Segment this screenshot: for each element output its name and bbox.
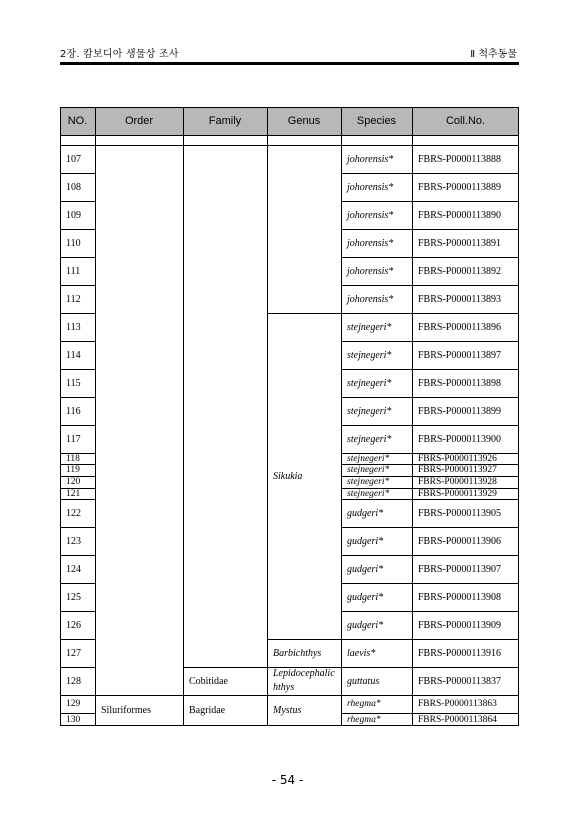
table-rule [60, 695, 95, 696]
table-rule [60, 583, 95, 584]
table-rule [60, 107, 519, 108]
species-cell: stejnegeri* [347, 453, 390, 464]
row-number: 129 [66, 699, 81, 709]
table-rule [60, 107, 61, 726]
column-header: Genus [267, 107, 341, 135]
table-rule [60, 713, 95, 714]
table-rule [341, 369, 519, 370]
table-rule [341, 611, 519, 612]
table-rule [267, 313, 341, 314]
row-number: 107 [66, 153, 81, 165]
column-header: Order [95, 107, 183, 135]
table-rule [341, 313, 519, 314]
table-rule [341, 488, 519, 489]
species-cell: laevis* [347, 647, 376, 659]
table-rule [341, 341, 519, 342]
species-cell: stejnegeri* [347, 405, 392, 417]
collection-number: FBRS-P0000113896 [418, 321, 501, 333]
species-cell: gudgeri* [347, 507, 384, 519]
table-rule [60, 173, 95, 174]
collection-number: FBRS-P0000113899 [418, 405, 501, 417]
table-rule [341, 464, 519, 465]
species-cell: guttatus [347, 675, 380, 687]
collection-number: FBRS-P0000113897 [418, 349, 501, 361]
table-rule [267, 639, 341, 640]
collection-number: FBRS-P0000113907 [418, 563, 501, 575]
collection-number: FBRS-P0000113906 [418, 535, 501, 547]
row-number: 127 [66, 647, 81, 659]
table-rule [341, 425, 519, 426]
table-rule [518, 107, 519, 726]
species-cell: johorensis* [347, 293, 394, 305]
row-number: 110 [66, 237, 81, 249]
table-rule [341, 453, 519, 454]
row-number: 122 [66, 507, 81, 519]
table-rule [341, 667, 519, 668]
table-rule [60, 453, 95, 454]
species-cell: johorensis* [347, 153, 394, 165]
genus-cell: Mystus [273, 705, 302, 716]
table-rule [60, 639, 95, 640]
table-rule [60, 341, 95, 342]
species-cell: stejnegeri* [347, 349, 392, 361]
column-header: Species [341, 107, 412, 135]
collection-number: FBRS-P0000113893 [418, 293, 501, 305]
family-cell: Cobitidae [189, 675, 228, 687]
species-cell: gudgeri* [347, 535, 384, 547]
table-rule [341, 397, 519, 398]
genus-cell: Lepidocephalichthys [273, 668, 335, 693]
species-cell: johorensis* [347, 237, 394, 249]
table-rule [60, 313, 95, 314]
row-number: 113 [66, 321, 81, 333]
table-rule [341, 257, 519, 258]
genus-cell: Barbichthys [273, 647, 322, 659]
collection-number: FBRS-P0000113916 [418, 647, 501, 659]
table-rule [95, 107, 96, 726]
row-number: 112 [66, 293, 81, 305]
table-rule [60, 257, 95, 258]
table-rule [183, 107, 184, 726]
collection-number: FBRS-P0000113837 [418, 675, 501, 687]
species-cell: johorensis* [347, 209, 394, 221]
table-rule [60, 201, 95, 202]
table-rule [267, 667, 341, 668]
table-rule [341, 173, 519, 174]
table-rule [60, 527, 95, 528]
row-number: 130 [66, 714, 81, 725]
table-rule [341, 107, 342, 726]
table-rule [183, 667, 267, 668]
table-rule [60, 667, 95, 668]
row-number: 114 [66, 349, 81, 361]
row-number: 123 [66, 535, 81, 547]
table-rule [412, 107, 413, 726]
table-rule [341, 285, 519, 286]
table-rule [60, 611, 95, 612]
column-header: Coll.No. [412, 107, 519, 135]
collection-number: FBRS-P0000113908 [418, 591, 501, 603]
column-header: NO. [60, 107, 95, 135]
table-rule [60, 285, 95, 286]
row-number: 111 [66, 265, 81, 277]
row-number: 128 [66, 675, 81, 687]
row-number: 115 [66, 377, 81, 389]
collection-number: FBRS-P0000113864 [418, 714, 497, 725]
running-header-left: 2장. 캄보디아 생물상 조사 [60, 49, 179, 60]
collection-number: FBRS-P0000113905 [418, 507, 501, 519]
table-rule [95, 695, 183, 696]
genus-cell: Sikukia [273, 470, 303, 482]
species-cell: rhegma* [347, 714, 381, 725]
species-cell: rhegma* [347, 699, 381, 709]
table-rule [341, 527, 519, 528]
table-rule [60, 499, 95, 500]
species-cell: stejnegeri* [347, 321, 392, 333]
table-rule [183, 695, 267, 696]
header-rule [60, 62, 519, 65]
family-cell: Bagridae [189, 705, 226, 716]
table-rule [341, 555, 519, 556]
collection-number: FBRS-P0000113890 [418, 209, 501, 221]
table-rule [60, 555, 95, 556]
collection-number: FBRS-P0000113909 [418, 619, 501, 631]
table-rule [267, 107, 268, 726]
collection-number: FBRS-P0000113926 [418, 453, 497, 464]
row-number: 108 [66, 181, 81, 193]
collection-number: FBRS-P0000113900 [418, 433, 501, 445]
species-cell: stejnegeri* [347, 377, 392, 389]
table-rule [60, 229, 95, 230]
page-number: - 54 - [271, 773, 304, 787]
row-number: 120 [66, 477, 81, 487]
collection-number: FBRS-P0000113892 [418, 265, 501, 277]
collection-number: FBRS-P0000113889 [418, 181, 501, 193]
column-header: Family [183, 107, 267, 135]
table-rule [60, 145, 519, 146]
table-rule [60, 725, 519, 726]
row-number: 125 [66, 591, 81, 603]
row-number: 117 [66, 433, 81, 445]
table-rule [341, 499, 519, 500]
table-rule [341, 201, 519, 202]
table-rule [60, 476, 95, 477]
collection-number: FBRS-P0000113929 [418, 488, 497, 499]
row-number: 119 [66, 465, 80, 475]
collection-number: FBRS-P0000113928 [418, 477, 497, 487]
order-cell: Siluriformes [101, 705, 151, 716]
row-number: 121 [66, 488, 81, 499]
species-cell: gudgeri* [347, 619, 384, 631]
species-cell: stejnegeri* [347, 433, 392, 445]
specimen-table [60, 107, 519, 726]
row-number: 116 [66, 405, 81, 417]
table-rule [60, 369, 95, 370]
table-rule [267, 695, 341, 696]
collection-number: FBRS-P0000113927 [418, 465, 497, 475]
species-cell: johorensis* [347, 265, 394, 277]
table-rule [60, 135, 519, 136]
table-rule [341, 476, 519, 477]
species-cell: gudgeri* [347, 591, 384, 603]
table-rule [341, 583, 519, 584]
table-rule [341, 639, 519, 640]
species-cell: stejnegeri* [347, 477, 390, 487]
table-rule [60, 397, 95, 398]
table-rule [341, 713, 519, 714]
running-header-right: Ⅱ 척추동물 [470, 49, 517, 60]
species-cell: stejnegeri* [347, 465, 390, 475]
row-number: 124 [66, 563, 81, 575]
table-rule [341, 695, 519, 696]
species-cell: johorensis* [347, 181, 394, 193]
row-number: 118 [66, 453, 80, 464]
table-rule [341, 229, 519, 230]
table-rule [60, 464, 95, 465]
collection-number: FBRS-P0000113888 [418, 153, 501, 165]
collection-number: FBRS-P0000113863 [418, 699, 497, 709]
species-cell: stejnegeri* [347, 488, 390, 499]
row-number: 109 [66, 209, 81, 221]
species-cell: gudgeri* [347, 563, 384, 575]
table-rule [60, 425, 95, 426]
row-number: 126 [66, 619, 81, 631]
table-rule [60, 488, 95, 489]
collection-number: FBRS-P0000113891 [418, 237, 501, 249]
collection-number: FBRS-P0000113898 [418, 377, 501, 389]
